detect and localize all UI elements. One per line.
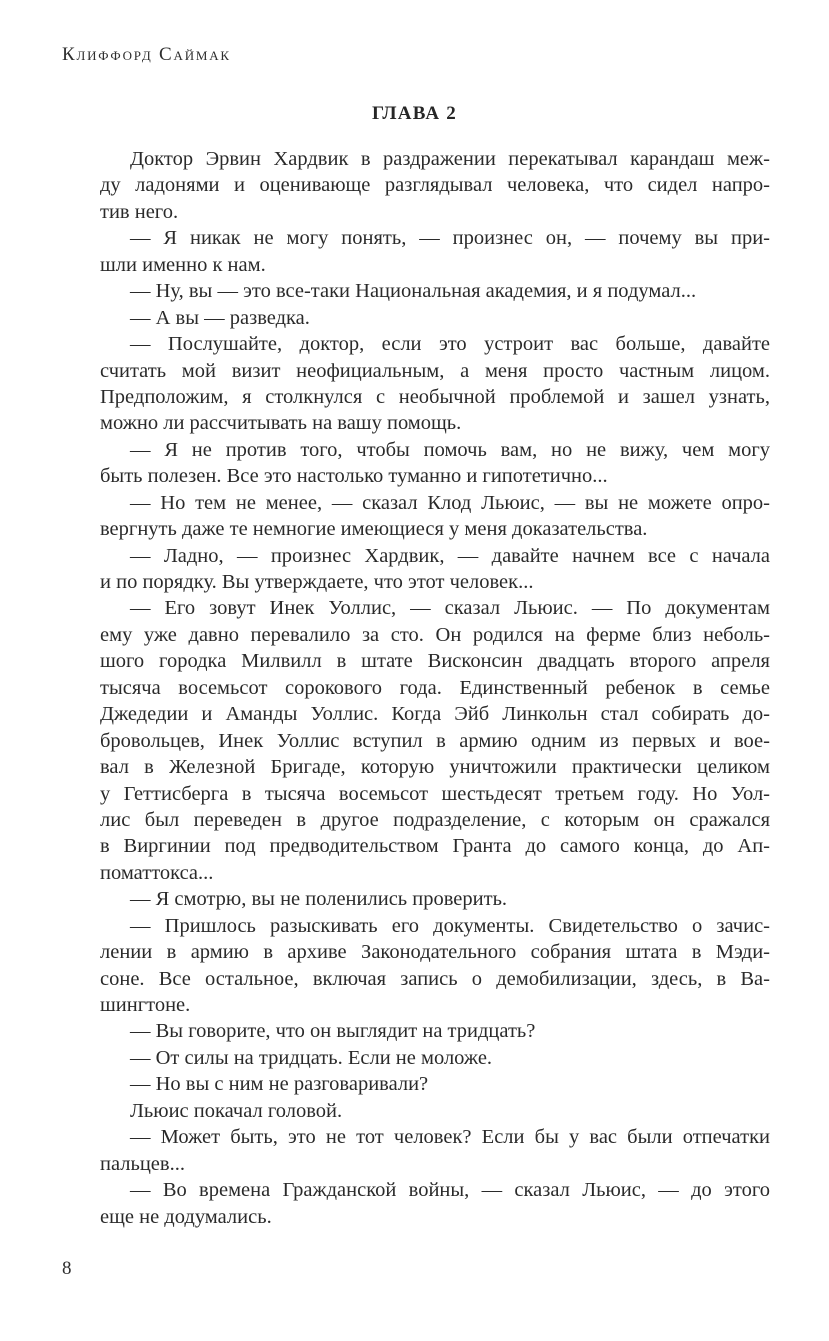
running-head: Клиффорд Саймак bbox=[62, 44, 231, 65]
text-line: бровольцев, Инек Уоллис вступил в армию одним из первых и вое- bbox=[100, 729, 770, 752]
body-text bbox=[100, 146, 770, 1230]
text-line: — Послушайте, доктор, если это устроит вас больше, давайте bbox=[130, 333, 770, 356]
text-line: — Вы говорите, что он выглядит на тридцать? bbox=[130, 1020, 536, 1043]
text-line: — От силы на тридцать. Если не моложе. bbox=[130, 1046, 493, 1069]
text-line: и по порядку. Вы утверждаете, что этот человек... bbox=[100, 571, 534, 593]
text-line: поматтокса... bbox=[100, 861, 214, 884]
text-line: — Я смотрю, вы не поленились проверить. bbox=[130, 888, 508, 911]
text-line: считать мой визит неофициальным, а меня просто частным лицом. bbox=[100, 359, 770, 382]
text-line: тив него. bbox=[100, 200, 179, 223]
text-line: Предположим, я столкнулся с необычной проблемой и зашел узнать, bbox=[100, 385, 770, 408]
text-line: — Может быть, это не тот человек? Если бы у вас были отпечатки bbox=[130, 1126, 770, 1149]
text-line: вергнуть даже те немногие имеющиеся у меня доказательства. bbox=[100, 518, 648, 541]
text-line: еще не додумались. bbox=[100, 1205, 272, 1228]
text-line: — Ну, вы — это все-таки Национальная академия, и я подумал... bbox=[130, 280, 697, 303]
chapter-title: ГЛАВА 2 bbox=[372, 103, 457, 124]
text-line: — Его зовут Инек Уоллис, — сказал Льюис. — По документам bbox=[130, 597, 770, 620]
text-line: тысяча восемьсот сорокового года. Единственный ребенок в семье bbox=[100, 676, 770, 699]
text-line: шингтоне. bbox=[100, 994, 191, 1016]
text-line: — Во времена Гражданской войны, — сказал Льюис, — до этого bbox=[130, 1179, 770, 1202]
text-line: лис был переведен в другое подразделение, с которым он сражался bbox=[100, 808, 770, 831]
text-line: шли именно к нам. bbox=[100, 253, 266, 276]
page-number: 8 bbox=[62, 1258, 72, 1279]
text-line: — Я никак не могу понять, — произнес он, — почему вы при- bbox=[130, 227, 770, 250]
text-line: шого городка Милвилл в штате Висконсин двадцать второго апреля bbox=[100, 650, 770, 673]
text-line: соне. Все остальное, включая запись о демобилизации, здесь, в Ва- bbox=[100, 967, 770, 990]
text-line: пальцев... bbox=[100, 1152, 185, 1175]
text-line: — Я не против того, чтобы помочь вам, но не вижу, чем могу bbox=[130, 438, 770, 461]
text-line: ему уже давно перевалило за сто. Он родился на ферме близ неболь- bbox=[100, 623, 770, 646]
text-line: лении в армию в архиве Законодательного собрания штата в Мэди- bbox=[100, 941, 770, 964]
text-line: в Виргинии под предводительством Гранта до самого конца, до Ап- bbox=[100, 835, 770, 858]
text-line: у Геттисберга в тысяча восемьсот шестьдесят третьем году. Но Уол- bbox=[100, 782, 770, 805]
text-line: быть полезен. Все это настолько туманно и гипотетично... bbox=[100, 465, 608, 488]
text-line: — Ладно, — произнес Хардвик, — давайте начнем все с начала bbox=[130, 544, 770, 567]
text-line: Джедедии и Аманды Уоллис. Когда Эйб Линкольн стал собирать до- bbox=[100, 703, 770, 726]
text-line: — Но тем не менее, — сказал Клод Льюис, — вы не можете опро- bbox=[130, 491, 770, 514]
text-line: — Пришлось разыскивать его документы. Свидетельство о зачис- bbox=[130, 914, 770, 937]
text-line: можно ли рассчитывать на вашу помощь. bbox=[100, 412, 462, 435]
text-line: ду ладонями и оценивающе разглядывал человека, что сидел напро- bbox=[100, 174, 770, 197]
text-line: — А вы — разведка. bbox=[130, 306, 310, 329]
text-line: Доктор Эрвин Хардвик в раздражении перекатывал карандаш меж- bbox=[130, 148, 770, 170]
text-line: Льюис покачал головой. bbox=[130, 1099, 343, 1122]
text-line: — Но вы с ним не разговаривали? bbox=[130, 1073, 429, 1096]
text-line: вал в Железной Бригаде, которую уничтожили практически целиком bbox=[100, 756, 770, 779]
